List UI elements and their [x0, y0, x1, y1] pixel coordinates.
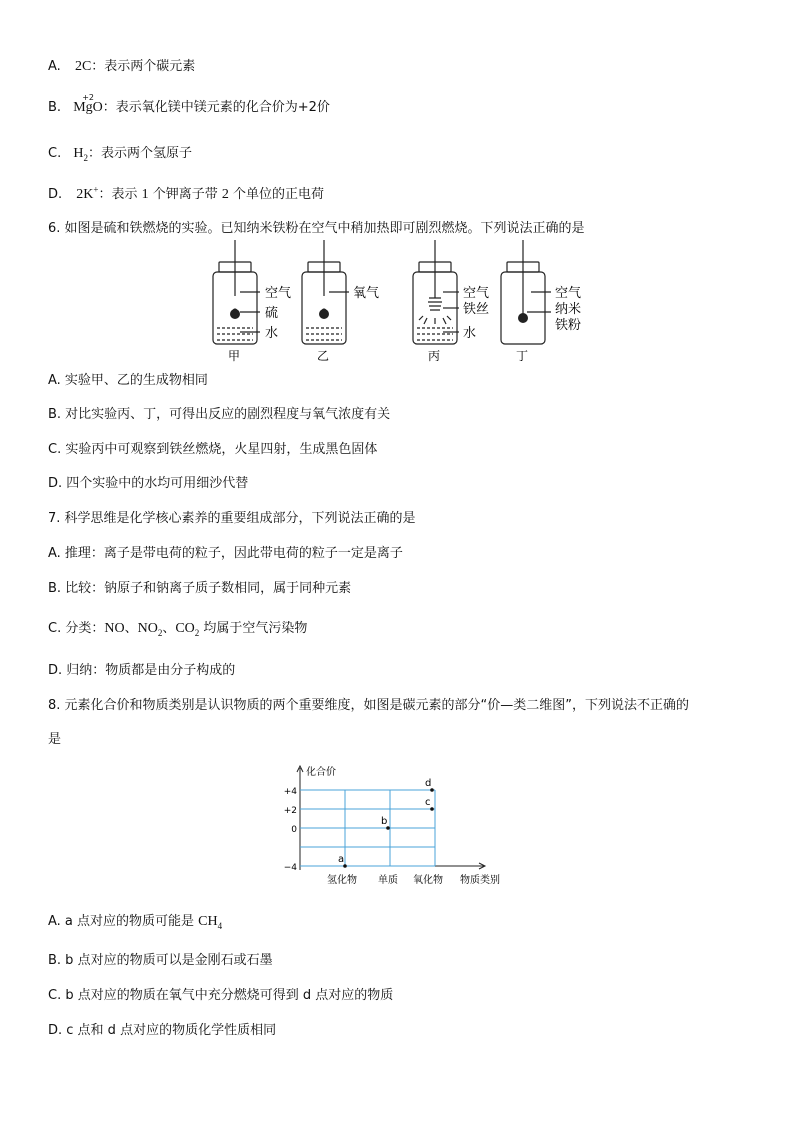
option-letter: C. — [48, 146, 62, 161]
formula-sub: 2 — [157, 627, 163, 638]
formula-h2 — [73, 146, 88, 161]
q7-option-b: B. 比较：钠原子和钠离子质子数相同，属于同种元素 — [48, 581, 352, 596]
formula-2k — [76, 184, 99, 202]
bottle-yi — [302, 240, 349, 344]
formula-main: NO — [137, 621, 158, 636]
q7-stem: 7. 科学思维是化学核心素养的重要组成部分，下列说法正确的是 — [48, 511, 416, 526]
option-text: 均属于空气污染物 — [199, 621, 308, 636]
x-tick-label: 氧化物 — [413, 875, 443, 886]
q6-option-d: D. 四个实验中的水均可用细沙代替 — [48, 476, 249, 491]
option-text: 个钾离子带 — [148, 187, 222, 202]
separator: 、 — [124, 621, 138, 636]
number: 1 — [141, 187, 149, 202]
option-letter: D. — [48, 187, 63, 202]
formula-co2 — [175, 621, 199, 636]
x-axis-label: 物质类别 — [460, 875, 500, 886]
x-tick-label: 氢化物 — [327, 875, 357, 886]
number: 2 — [221, 187, 229, 202]
q5-option-b — [48, 93, 330, 117]
q5-option-a — [48, 58, 195, 76]
formula-no: NO — [104, 621, 125, 636]
label-air: 空气 — [555, 286, 582, 301]
chart-grid — [300, 790, 435, 866]
x-tick-label: 单质 — [378, 875, 398, 886]
q7-option-d: D. 归纳：物质都是由分子构成的 — [48, 663, 236, 678]
label-water: 水 — [265, 326, 279, 341]
q8-option-c: C. b 点对应的物质在氧气中充分燃烧可得到 d 点对应的物质 — [48, 988, 394, 1003]
bottle-name: 丙 — [428, 349, 441, 363]
label-air: 空气 — [463, 286, 490, 301]
bottle-ding — [501, 240, 551, 344]
label-iron-wire: 铁丝 — [463, 302, 490, 317]
option-letter: B. — [48, 100, 62, 115]
label-air: 空气 — [265, 286, 292, 301]
data-point-label: d — [425, 778, 432, 789]
q8-option-a — [48, 913, 222, 931]
label-iron-powder: 铁粉 — [555, 318, 582, 333]
q7-option-c — [48, 620, 307, 638]
q7-option-a: A. 推理：离子是带电荷的粒子，因此带电荷的粒子一定是离子 — [48, 546, 403, 561]
data-points — [338, 778, 434, 868]
option-text: ：表示两个碳元素 — [91, 59, 196, 74]
formula-text: MgO — [73, 100, 103, 115]
formula-mgo — [73, 93, 103, 117]
y-ticks — [284, 787, 298, 873]
q5-option-c — [48, 145, 192, 163]
valence-class-chart — [280, 762, 520, 892]
label-oxygen: 氧气 — [353, 286, 380, 301]
valence-mark: +2 — [82, 93, 94, 102]
formula-2c: 2C — [74, 59, 92, 74]
q5-option-d — [48, 186, 324, 204]
q8-stem-line1: 8. 元素化合价和物质类别是认识物质的两个重要维度，如图是碳元素的部分“价—类二维图”，下列说法不正确的 — [48, 698, 690, 713]
label-sulfur: 硫 — [265, 306, 279, 321]
formula-sub: 4 — [217, 920, 223, 931]
q6-option-c: C. 实验丙中可观察到铁丝燃烧，火星四射，生成黑色固体 — [48, 442, 378, 457]
sulfur-spoon — [319, 309, 329, 319]
formula-sub: 2 — [194, 627, 200, 638]
bottle-name: 甲 — [228, 349, 241, 363]
data-point-label: a — [338, 854, 345, 865]
data-point-label: c — [425, 797, 431, 808]
formula-main: CO — [175, 621, 195, 636]
option-lead: C. 分类： — [48, 621, 105, 636]
option-text: ：表示两个氢原子 — [87, 146, 192, 161]
separator: 、 — [162, 621, 176, 636]
formula-main: 2K — [76, 187, 94, 202]
label-water: 水 — [463, 326, 477, 341]
formula-main: CH — [198, 914, 218, 929]
q8-option-d: D. c 点和 d 点对应的物质化学性质相同 — [48, 1023, 277, 1038]
bottle-name: 乙 — [317, 349, 330, 363]
label-nano: 纳米 — [555, 302, 582, 317]
formula-sup: + — [93, 184, 99, 195]
y-tick-label: 0 — [291, 825, 297, 835]
option-text: ：表示氧化镁中镁元素的化合价为+2价 — [102, 100, 330, 115]
y-tick-label: +4 — [283, 787, 297, 797]
nano-iron-powder — [518, 313, 528, 323]
option-text: 个单位的正电荷 — [228, 187, 325, 202]
formula-sub: 2 — [83, 152, 88, 163]
x-ticks — [327, 873, 443, 886]
bottle-jia — [213, 240, 260, 344]
q6-option-a: A. 实验甲、乙的生成物相同 — [48, 373, 208, 388]
y-tick-label: +2 — [283, 806, 297, 816]
formula-ch4 — [198, 914, 222, 929]
bottle-name: 丁 — [516, 349, 529, 363]
option-letter: A. — [48, 59, 61, 74]
formula-main: H — [73, 146, 84, 161]
q6-stem: 6. 如图是硫和铁燃烧的实验。已知纳米铁粉在空气中稍加热即可剧烈燃烧。下列说法正确的是 — [48, 221, 585, 236]
option-text: A. a 点对应的物质可能是 — [48, 914, 199, 929]
option-text: ：表示 — [98, 187, 142, 202]
y-axis-label: 化合价 — [306, 767, 336, 778]
y-tick-label: −4 — [283, 863, 297, 873]
sulfur-spoon — [230, 309, 240, 319]
data-point — [430, 807, 434, 811]
q8-option-b: B. b 点对应的物质可以是金刚石或石墨 — [48, 953, 273, 968]
q6-figure — [195, 240, 595, 365]
formula-no2 — [138, 621, 163, 636]
q8-stem-line2: 是 — [48, 732, 62, 747]
data-point-label: b — [381, 816, 388, 827]
q6-option-b: B. 对比实验丙、丁，可得出反应的剧烈程度与氧气浓度有关 — [48, 407, 391, 422]
bottle-bing — [413, 240, 459, 344]
